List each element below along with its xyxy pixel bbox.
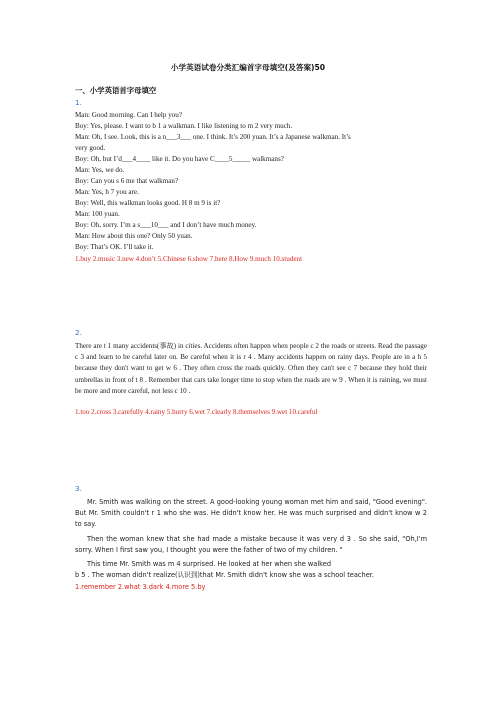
question-1-dialogue <box>75 110 427 265</box>
dialogue-line: Boy: Well, this walkman looks good. H 8 m 9 is it? <box>75 199 221 207</box>
question-1-answer: 1.buy 2.music 3.new 4.don’t 5.Chinese 6.show 7.here 8.How 9.much 10.student <box>75 255 303 263</box>
question-3-answer: 1.remember 2.what 3.dark 4.more 5.by <box>75 583 206 592</box>
dialogue-line: Boy: Yes, please. I want to b 1 a walkman. I like listening to m 2 very much. <box>75 122 293 130</box>
dialogue-line: very good. <box>75 144 106 152</box>
dialogue-line: Man: Yes, we do. <box>75 166 125 174</box>
question-2-answer: 1.too 2.cross 3.carefully 4.rainy 5.hurry 6.wet 7.clearly 8.themselves 9.wet 10.careful <box>75 408 318 417</box>
section-heading: 一、小学英语首字母填空 <box>75 86 157 95</box>
question-2-passage-block <box>75 341 427 418</box>
question-1-number: 1. <box>75 98 82 107</box>
question-3-passage-block <box>75 497 427 593</box>
dialogue-line: Man: How about this one? Only 50 yuan. <box>75 232 193 240</box>
question-3-paragraph: Then the woman knew that she had made a mistake because it was very d 3 . So she said, "Oh,I'm sorry. When I first saw you, I thought you were the father of two of my children. " <box>75 534 427 554</box>
question-2-number: 2. <box>75 328 82 337</box>
question-2-passage: There are t 1 many accidents(事故) in cities. Accidents often happen when people c 2 the roads or streets. Read the passage c 3 and learn to be careful later on. Be careful when it is r 4 . Many accidents happen on rainy days. People are in a h 5 because they don't want to get w 6 . They often cross the roads quickly. Often they can't see c 7 because they hold their umbrellas in front of t 8 . Remember that cars take longer time to stop when the roads are w 9 . When it is raining, we must be more and more careful, not less c 10 . <box>75 342 427 395</box>
dialogue-line: Boy: That’s OK. I’ll take it. <box>75 243 154 251</box>
dialogue-line: Boy: Can you s 6 me that walkman? <box>75 177 179 185</box>
dialogue-line: Man: 100 yuan. <box>75 210 120 218</box>
question-3-number: 3. <box>75 484 82 493</box>
question-3-paragraph: This time Mr. Smith was m 4 surprised. He looked at her when she walked <box>87 560 332 569</box>
dialogue-line: Man: Oh, I see. Look, this is a n___3___ one. I think. It’s 200 yuan. It’s a Japanese walkman. It’s <box>75 133 351 141</box>
dialogue-line: Man: Yes, h 7 you are. <box>75 188 139 196</box>
dialogue-line: Boy: Oh, sorry. I’m a s___10___ and I don’t have much money. <box>75 221 257 229</box>
dialogue-line: Man: Good morning. Can I help you? <box>75 111 182 119</box>
dialogue-line: Boy: Oh, but I’d___4____ like it. Do you have C____5_____ walkmans? <box>75 155 284 163</box>
question-3-paragraph: Mr. Smith was walking on the street. A good-looking young woman met him and said, "Good evening". But Mr. Smith couldn't r 1 who she was. He didn't know her. He was much surprised and didn't know w 2 to say. <box>75 498 427 529</box>
document-title: 小学英语试卷分类汇编首字母填空(及答案)50 <box>170 63 326 72</box>
question-3-paragraph: b 5 . The woman didn't realize(认识到)that Mr. Smith didn't know she was a school teacher. <box>75 571 374 580</box>
